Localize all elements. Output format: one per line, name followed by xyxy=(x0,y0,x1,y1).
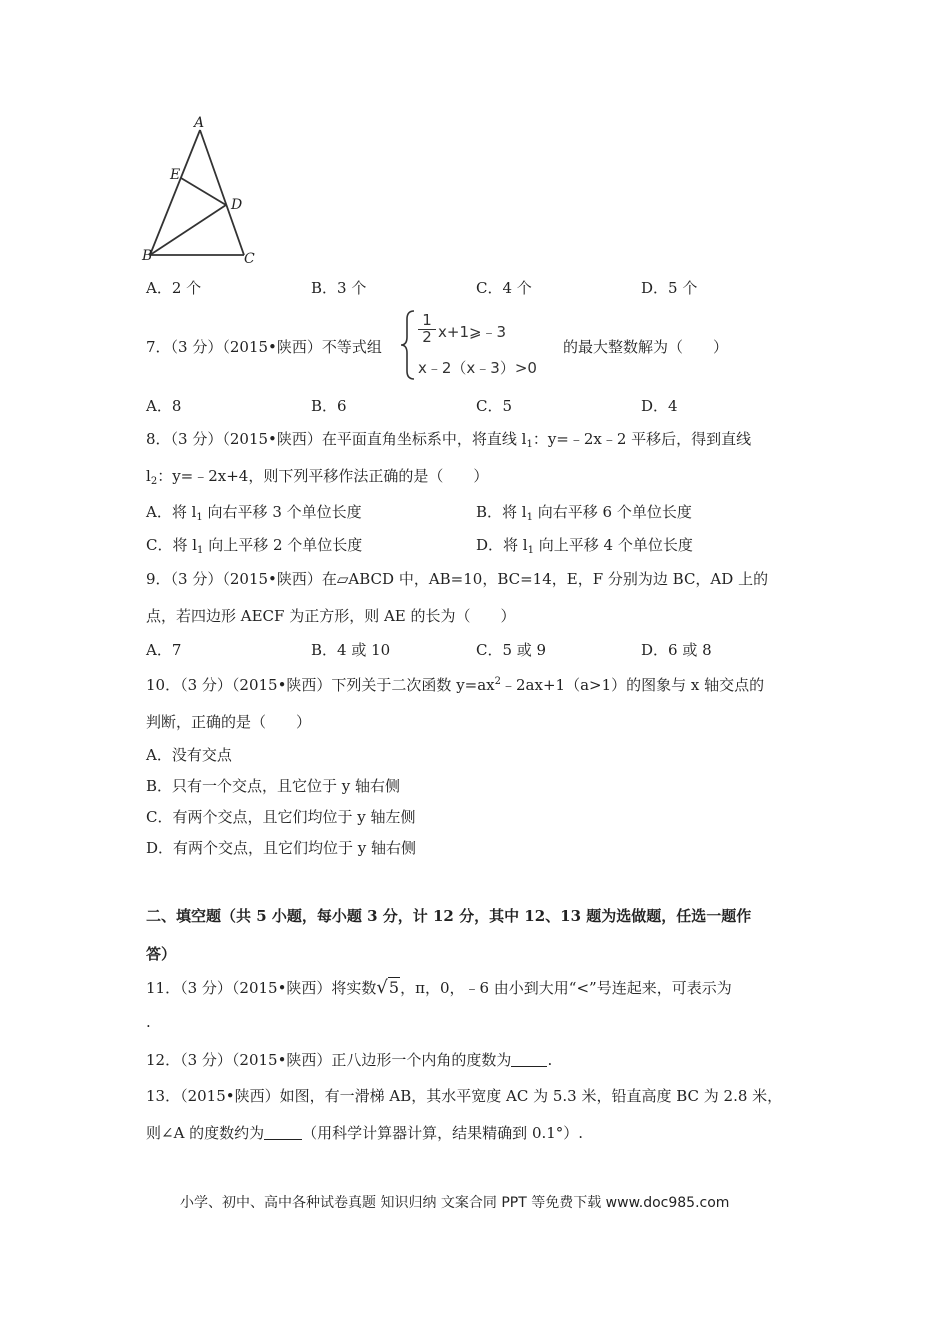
q7-prefix: 7．（3 分）（2015•陕西）不等式组 xyxy=(146,338,382,356)
q7-option-c: C．5 xyxy=(476,397,513,415)
q13-line-2: 则∠A 的度数约为 （用科学计算器计算，结果精确到 0.1°）. xyxy=(146,1124,584,1142)
label-e: E xyxy=(170,167,181,183)
q7-fraction-numerator: 1 xyxy=(422,311,432,329)
section-2-line-1: 二、填空题（共 5 小题，每小题 3 分，计 12 分，其中 12、13 题为选做题，任选一题作 xyxy=(146,907,752,925)
q9-option-c: C．5 或 9 xyxy=(476,641,547,659)
q8-line-2: $l_2$：y=﹣2x+4，则下列平移作法正确的是（ ） xyxy=(146,467,489,487)
q9-option-a: A．7 xyxy=(146,641,182,659)
q9-option-b: B．4 或 10 xyxy=(311,641,391,659)
triangle-figure xyxy=(140,110,270,270)
q12-answer-blank xyxy=(511,1052,547,1067)
q6-option-d: D．5 个 xyxy=(641,279,698,297)
label-b: B xyxy=(142,248,153,264)
question-12: 12．（3 分）（2015•陕西）正八边形一个内角的度数为 . xyxy=(146,1051,553,1069)
q8-option-c: C．将 $l_1$ 向上平移 2 个单位长度 xyxy=(146,536,363,556)
segment-bd xyxy=(150,205,226,255)
q7-inequality-2: x﹣2（x﹣3）>0 xyxy=(418,359,537,377)
q6-option-c: C．4 个 xyxy=(476,279,532,297)
sqrt-symbol: √ xyxy=(376,977,388,998)
q7-option-a: A．8 xyxy=(146,397,182,415)
q7-option-b: B．6 xyxy=(311,397,347,415)
q9-option-d: D．6 或 8 xyxy=(641,641,712,659)
q6-option-b: B．3 个 xyxy=(311,279,367,297)
page-footer: 小学、初中、高中各种试卷真题 知识归纳 文案合同 PPT 等免费下载 www.doc985.com xyxy=(180,1195,730,1211)
q10-option-a: A．没有交点 xyxy=(146,746,232,764)
q13-answer-blank xyxy=(264,1125,302,1140)
label-c: C xyxy=(244,251,255,267)
q8-option-a: A．将 $l_1$ 向右平移 3 个单位长度 xyxy=(146,503,362,523)
label-d: D xyxy=(231,197,243,213)
side-ab xyxy=(150,130,200,255)
q8-option-b: B．将 $l_1$ 向右平移 6 个单位长度 xyxy=(476,503,692,523)
q11-line-2: . xyxy=(146,1013,151,1031)
q10-option-d: D．有两个交点，且它们均位于 y 轴右侧 xyxy=(146,839,417,857)
q7-suffix: 的最大整数解为（ ） xyxy=(563,338,729,356)
q10-line-2: 判断，正确的是（ ） xyxy=(146,713,312,731)
q10-line-1: 10．（3 分）（2015•陕西）下列关于二次函数 $y=ax^2﹣2ax+1(a>1)$的图象与 x 轴交点的 xyxy=(146,676,765,694)
q7-inequality-1: x+1⩾﹣3 xyxy=(438,323,507,341)
q9-line-1: 9．（3 分）（2015•陕西）在▱ABCD 中，AB=10，BC=14，E，F 分别为边 BC，AD 上的 xyxy=(146,570,769,588)
sqrt-radicand: 5 xyxy=(388,978,400,997)
q9-line-2: 点，若四边形 AECF 为正方形，则 AE 的长为（ ） xyxy=(146,607,516,625)
q10-option-b: B．只有一个交点，且它位于 y 轴右侧 xyxy=(146,777,401,795)
q7-fraction-denominator: 2 xyxy=(422,328,432,346)
q8-line-1: 8．（3 分）（2015•陕西）在平面直角坐标系中，将直线 $l_1$：y=﹣2x﹣2 平移后，得到直线 xyxy=(146,430,752,450)
q11-line-1: 11．（3 分）（2015•陕西）将实数√5，π，0，﹣6 由小到大用“<”号连起来，可表示为 xyxy=(146,977,732,998)
q13-line-1: 13．（2015•陕西）如图，有一滑梯 AB，其水平宽度 AC 为 5.3 米，铅直高度 BC 为 2.8 米， xyxy=(146,1087,783,1105)
section-2-line-2: 答） xyxy=(146,945,177,963)
label-a: A xyxy=(194,115,205,131)
q7-option-d: D．4 xyxy=(641,397,678,415)
q8-option-d: D．将 $l_1$ 向上平移 4 个单位长度 xyxy=(476,536,693,556)
system-brace xyxy=(400,309,416,381)
q7-fraction xyxy=(416,313,438,345)
q6-option-a: A．2 个 xyxy=(146,279,202,297)
q10-option-c: C．有两个交点，且它们均位于 y 轴左侧 xyxy=(146,808,416,826)
